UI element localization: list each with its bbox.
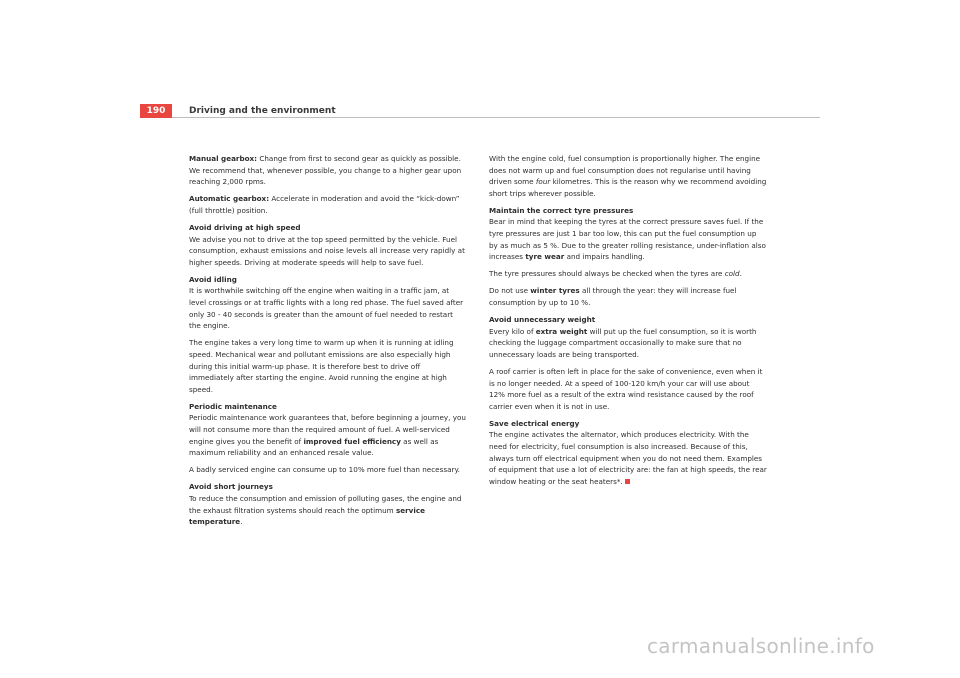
watermark: carmanualsonline.info <box>647 634 875 658</box>
cold-text-b: kilometres. This is the reason why we recommend avoiding short trips wherever possible. <box>489 177 767 198</box>
high-speed-heading: Avoid driving at high speed <box>189 222 301 232</box>
weight-a: Every kilo of <box>489 326 536 336</box>
tyre-check-italic: cold <box>724 269 740 279</box>
maintenance-text-2: A badly serviced engine can consume up to 10% more fuel than necessary. <box>189 465 460 475</box>
tyre-pressure-paragraph <box>489 216 767 262</box>
idling-text-2: The engine takes a very long time to warm up when it is running at idling speed. Mechanical wear and pollutant emissions are also especially high during this initial warm-up phase. It is therefore best to drive off immediately after starting the engine. Avoid running the engine at high speed. <box>189 338 454 394</box>
page-header-title: Driving and the environment <box>189 106 336 116</box>
weight-bold: extra weight <box>535 326 588 336</box>
automatic-gearbox-label: Automatic gearbox: <box>189 194 270 204</box>
weight-b: will put up the fuel consumption, so it is worth checking the luggage compartment occasionally to make sure that no unnecessary loads are being transported. <box>489 326 757 359</box>
electrical-energy-heading: Save electrical energy <box>489 418 580 428</box>
manual-gearbox-label: Manual gearbox: <box>189 154 258 163</box>
electrical-energy-text: The engine activates the alternator, which produces electricity. With the need for electricity, fuel consumption is also increased. Because of this, always turn off electrical equipment when you do not need them. Examples of equipment that use a lot of electricity are: the fan at high speeds, the rear window heating or the seat heaters*. <box>489 430 767 486</box>
tyre-check-paragraph <box>489 268 767 280</box>
header-divider <box>172 117 820 118</box>
maintenance-bold: improved fuel efficiency <box>303 436 401 446</box>
tyre-pressure-heading: Maintain the correct tyre pressures <box>489 205 634 215</box>
maintenance-text-a: Periodic maintenance work guarantees that, before beginning a journey, you will not consume more than the required amount of fuel. A well-serviced engine gives you the benefit of <box>189 413 466 446</box>
winter-a: Do not use <box>489 286 531 296</box>
section-end-icon <box>625 479 630 484</box>
weight-heading: Avoid unnecessary weight <box>489 315 596 325</box>
electrical-energy-paragraph <box>489 429 767 487</box>
automatic-gearbox-paragraph <box>189 193 467 216</box>
short-journeys-paragraph <box>189 493 467 528</box>
short-bold: service temperature <box>189 505 425 527</box>
left-column <box>189 153 467 533</box>
roof-carrier-text: A roof carrier is often left in place for the sake of convenience, even when it is no longer needed. At a speed of 100-120 km/h your car will use about 12% more fuel as a result of the extra wind resistance caused by the roof carrier even when it is not in use. <box>489 367 763 411</box>
maintenance-heading: Periodic maintenance <box>189 401 277 411</box>
manual-gearbox-text: Change from first to second gear as quickly as possible. We recommend that, whenever possible, you change to a higher gear upon reaching 2,000 rpms. <box>189 154 462 187</box>
tyre-text-a: Bear in mind that keeping the tyres at the correct pressure saves fuel. If the tyre pressures are just 1 bar too low, this can put the fuel consumption up by as much as 5 %. Due to the greater rolling resistance, under-inflation also increases <box>489 217 766 262</box>
winter-tyres-paragraph <box>489 285 767 308</box>
idling-heading: Avoid idling <box>189 274 237 284</box>
maintenance-text-b: as well as maximum reliability and an enhanced resale value. <box>189 436 439 458</box>
tyre-bold: tyre wear <box>525 252 565 262</box>
tyre-text-b: and impairs handling. <box>564 252 645 262</box>
winter-bold: winter tyres <box>530 286 580 296</box>
short-journeys-heading: Avoid short journeys <box>189 482 273 492</box>
short-text-a: To reduce the consumption and emission of polluting gases, the engine and the exhaust filtration systems should reach the optimum <box>189 493 462 515</box>
high-speed-text: We advise you not to drive at the top speed permitted by the vehicle. Fuel consumption, exhaust emissions and noise levels all increase very rapidly at higher speeds. Driving at moderate speeds will help to save fuel. <box>189 234 465 267</box>
page-number: 190 <box>140 104 172 118</box>
tyre-check-b: . <box>739 269 742 279</box>
maintenance-paragraph <box>189 412 467 458</box>
right-column <box>489 153 767 493</box>
cold-engine-paragraph <box>489 153 767 199</box>
weight-paragraph <box>489 326 767 361</box>
short-text-b: . <box>240 517 243 527</box>
idling-text-1: It is worthwhile switching off the engine when waiting in a traffic jam, at level crossings or at traffic lights with a long red phase. The fuel saved after only 30 - 40 seconds is greater than the amount of fuel needed to restart the engine. <box>189 286 464 331</box>
winter-b: all through the year: they will increase fuel consumption by up to 10 %. <box>489 286 737 308</box>
tyre-check-a: The tyre pressures should always be checked when the tyres are <box>489 269 725 279</box>
manual-gearbox-paragraph <box>189 153 467 188</box>
automatic-gearbox-text: Accelerate in moderation and avoid the “kick-down” (full throttle) position. <box>189 194 460 215</box>
cold-italic: four <box>535 177 551 187</box>
cold-text-a: With the engine cold, fuel consumption is proportionally higher. The engine does not warm up and fuel consumption does not regularise until having driven some <box>489 154 761 187</box>
